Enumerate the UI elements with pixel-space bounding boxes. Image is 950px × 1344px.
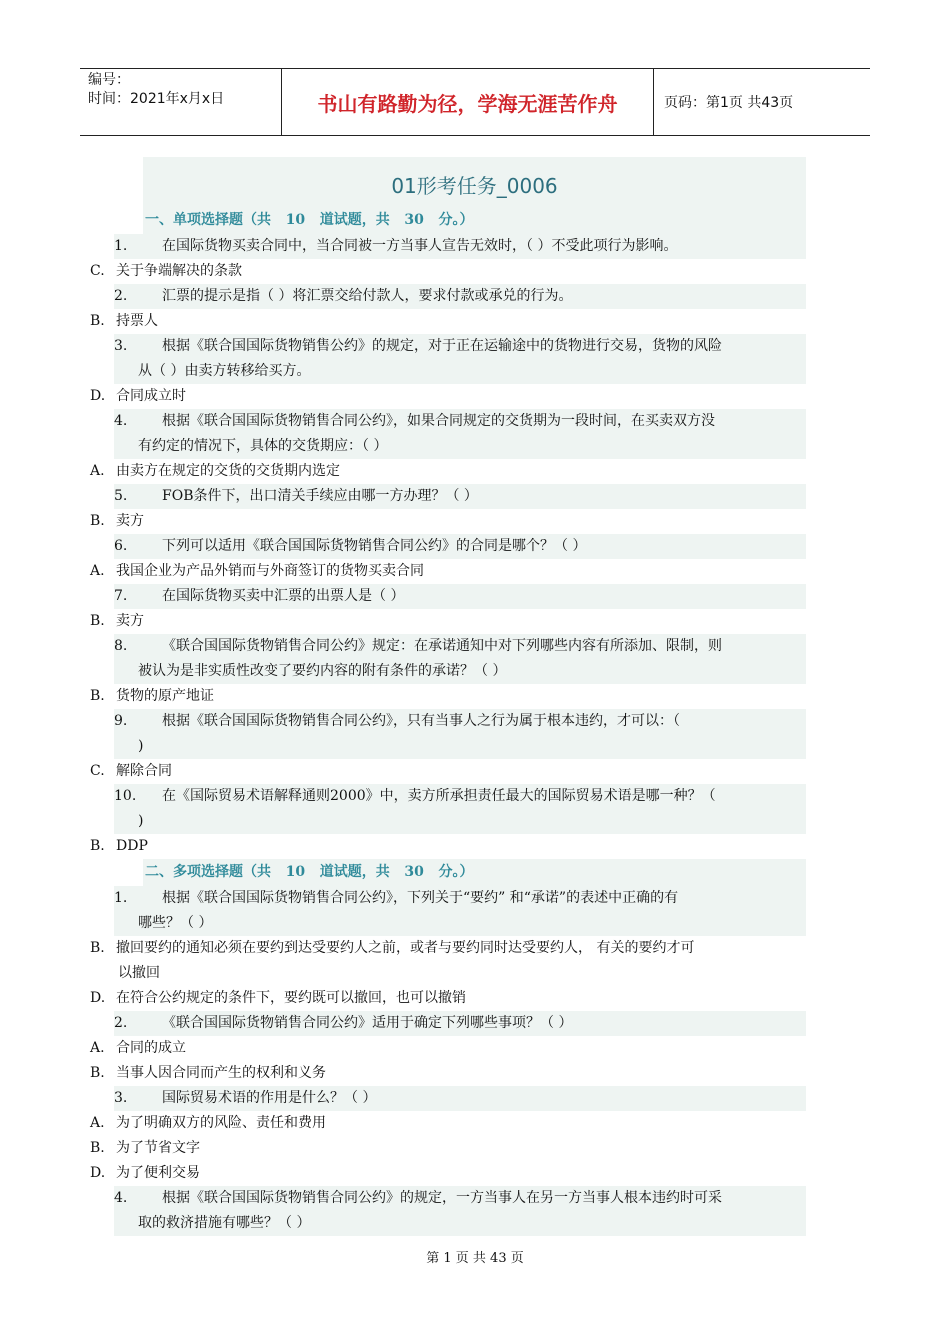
question-row-continued	[114, 1211, 806, 1236]
answer-row	[90, 559, 806, 584]
page-footer: 第 1 页 共 43 页	[426, 1251, 524, 1266]
question-number: 1.	[114, 890, 128, 906]
document-body	[90, 157, 806, 1236]
question-text: 在国际货物买卖中汇票的出票人是（ ）	[162, 588, 405, 604]
answer-text-continued: 以撤回	[118, 965, 160, 981]
answer-row	[90, 384, 806, 409]
answer-row	[90, 1161, 806, 1186]
answer-letter: B.	[90, 688, 105, 704]
question-number: 3.	[114, 1090, 128, 1106]
question-row	[114, 334, 806, 359]
question-number: 10.	[114, 788, 137, 804]
question-row-continued	[114, 734, 806, 759]
question-text-continued: 从（ ）由卖方转移给买方。	[138, 363, 311, 379]
question-text-continued: 被认为是非实质性改变了要约内容的附有条件的承诺？（ ）	[138, 663, 507, 679]
answer-text: 合同成立时	[116, 388, 186, 404]
question-text: 根据《联合国国际货物销售合同公约》，只有当事人之行为属于根本违约，才可以：（	[162, 713, 680, 729]
question-row	[114, 886, 806, 911]
question-number: 3.	[114, 338, 128, 354]
answer-text: 当事人因合同而产生的权利和义务	[116, 1065, 326, 1081]
question-text: 根据《联合国国际货物销售合同公约》，下列关于“要约” 和“承诺”的表述中正确的有	[162, 890, 679, 906]
question-row	[114, 1186, 806, 1211]
question-number: 5.	[114, 488, 128, 504]
question-row-continued	[114, 659, 806, 684]
question-row-continued	[114, 911, 806, 936]
answer-text: 为了便利交易	[116, 1165, 200, 1181]
question-number: 7.	[114, 588, 128, 604]
section-heading-single: 一、单项选择题（共 10 道试题，共 30 分。）	[145, 212, 474, 228]
code-label: 编号：	[88, 72, 130, 88]
question-number: 2.	[114, 288, 128, 304]
answer-letter: B.	[90, 838, 105, 854]
answer-text: 为了节省文字	[116, 1140, 200, 1156]
question-number: 6.	[114, 538, 128, 554]
answer-letter: B.	[90, 1140, 105, 1156]
answer-text: 在符合公约规定的条件下，要约既可以撤回，也可以撤销	[116, 990, 466, 1006]
question-text: 下列可以适用《联合国国际货物销售合同公约》的合同是哪个？（ ）	[162, 538, 587, 554]
answer-row	[90, 459, 806, 484]
question-row	[114, 534, 806, 559]
answer-text: 持票人	[116, 313, 158, 329]
question-number: 8.	[114, 638, 128, 654]
question-text-continued: )	[138, 813, 144, 829]
question-text: 《联合国国际货物销售合同公约》规定：在承诺通知中对下列哪些内容有所添加、限制，则	[162, 638, 722, 654]
question-text: 在《国际贸易术语解释通则2000》中，卖方所承担责任最大的国际贸易术语是哪一种？（	[162, 788, 716, 804]
single-choice-list	[90, 234, 806, 859]
question-number: 1.	[114, 238, 128, 254]
answer-text: 解除合同	[116, 763, 172, 779]
answer-letter: B.	[90, 313, 105, 329]
header-left-cell	[80, 69, 282, 135]
answer-row	[90, 1061, 806, 1086]
question-row-continued	[114, 434, 806, 459]
answer-row	[90, 309, 806, 334]
question-row	[114, 584, 806, 609]
answer-letter: B.	[90, 613, 105, 629]
question-row	[114, 709, 806, 734]
question-row-continued	[114, 809, 806, 834]
answer-letter: B.	[90, 1065, 105, 1081]
header-table	[80, 68, 870, 136]
question-number: 4.	[114, 1190, 128, 1206]
answer-text: 撤回要约的通知必须在要约到达受要约人之前，或者与要约同时达受要约人， 有关的要约才可	[116, 940, 695, 956]
answer-text: 货物的原产地证	[116, 688, 214, 704]
question-text: 在国际货物买卖合同中，当合同被一方当事人宣告无效时，（ ）不受此项行为影响。	[162, 238, 678, 254]
answer-letter: D.	[90, 388, 106, 404]
question-text-continued: 哪些？（ ）	[138, 915, 213, 931]
answer-row	[90, 609, 806, 634]
question-row	[114, 1086, 806, 1111]
question-row	[114, 409, 806, 434]
question-text: FOB条件下，出口清关手续应由哪一方办理？（ ）	[162, 488, 478, 504]
answer-row	[90, 259, 806, 284]
question-text: 《联合国国际货物销售合同公约》适用于确定下列哪些事项？（ ）	[162, 1015, 573, 1031]
answer-text: 合同的成立	[116, 1040, 186, 1056]
time-label: 时间：2021年x月x日	[88, 91, 225, 107]
question-number: 2.	[114, 1015, 128, 1031]
question-text: 根据《联合国国际货物销售公约》的规定，对于正在运输途中的货物进行交易，货物的风险	[162, 338, 722, 354]
question-text-continued: 有约定的情况下，具体的交货期应：（ ）	[138, 438, 388, 454]
answer-letter: D.	[90, 990, 106, 1006]
question-text-continued: )	[138, 738, 144, 754]
answer-text: 为了明确双方的风险、责任和费用	[116, 1115, 326, 1131]
answer-row	[90, 834, 806, 859]
answer-text: 卖方	[116, 513, 144, 529]
section-heading-multi: 二、多项选择题（共 10 道试题，共 30 分。）	[145, 864, 474, 880]
question-row	[114, 484, 806, 509]
answer-letter: A.	[90, 1115, 105, 1131]
answer-letter: C.	[90, 263, 105, 279]
document-title: 01形考任务_0006	[391, 174, 558, 198]
answer-letter: D.	[90, 1165, 106, 1181]
answer-letter: A.	[90, 563, 105, 579]
answer-row	[90, 759, 806, 784]
section-band-multi	[143, 859, 806, 886]
question-row	[114, 234, 806, 259]
question-number: 4.	[114, 413, 128, 429]
question-row	[114, 1011, 806, 1036]
motto: 书山有路勤为径，学海无涯苦作舟	[282, 69, 654, 135]
answer-letter: C.	[90, 763, 105, 779]
answer-row	[90, 1136, 806, 1161]
title-band	[143, 157, 806, 234]
multi-choice-list	[90, 886, 806, 1236]
answer-row	[90, 986, 806, 1011]
answer-row	[90, 684, 806, 709]
page-info: 页码：第1页 共43页	[664, 95, 794, 111]
answer-text: 卖方	[116, 613, 144, 629]
answer-text: DDP	[116, 838, 148, 854]
question-text: 根据《联合国国际货物销售合同公约》的规定，一方当事人在另一方当事人根本违约时可采	[162, 1190, 722, 1206]
answer-letter: B.	[90, 513, 105, 529]
answer-letter: B.	[90, 940, 105, 956]
answer-letter: A.	[90, 463, 105, 479]
answer-row	[90, 936, 806, 961]
question-row	[114, 284, 806, 309]
question-text: 汇票的提示是指（ ）将汇票交给付款人，要求付款或承兑的行为。	[162, 288, 573, 304]
question-text-continued: 取的救济措施有哪些？（ ）	[138, 1215, 311, 1231]
answer-row	[90, 1036, 806, 1061]
answer-letter: A.	[90, 1040, 105, 1056]
question-number: 9.	[114, 713, 128, 729]
question-text: 根据《联合国国际货物销售合同公约》，如果合同规定的交货期为一段时间，在买卖双方没	[162, 413, 715, 429]
question-row-continued	[114, 359, 806, 384]
answer-row	[90, 1111, 806, 1136]
question-row	[114, 784, 806, 809]
answer-text: 关于争端解决的条款	[116, 263, 242, 279]
answer-row-continued	[90, 961, 806, 986]
answer-text: 由卖方在规定的交货的交货期内选定	[116, 463, 340, 479]
answer-text: 我国企业为产品外销而与外商签订的货物买卖合同	[116, 563, 424, 579]
answer-row	[90, 509, 806, 534]
question-text: 国际贸易术语的作用是什么？（ ）	[162, 1090, 377, 1106]
question-row	[114, 634, 806, 659]
